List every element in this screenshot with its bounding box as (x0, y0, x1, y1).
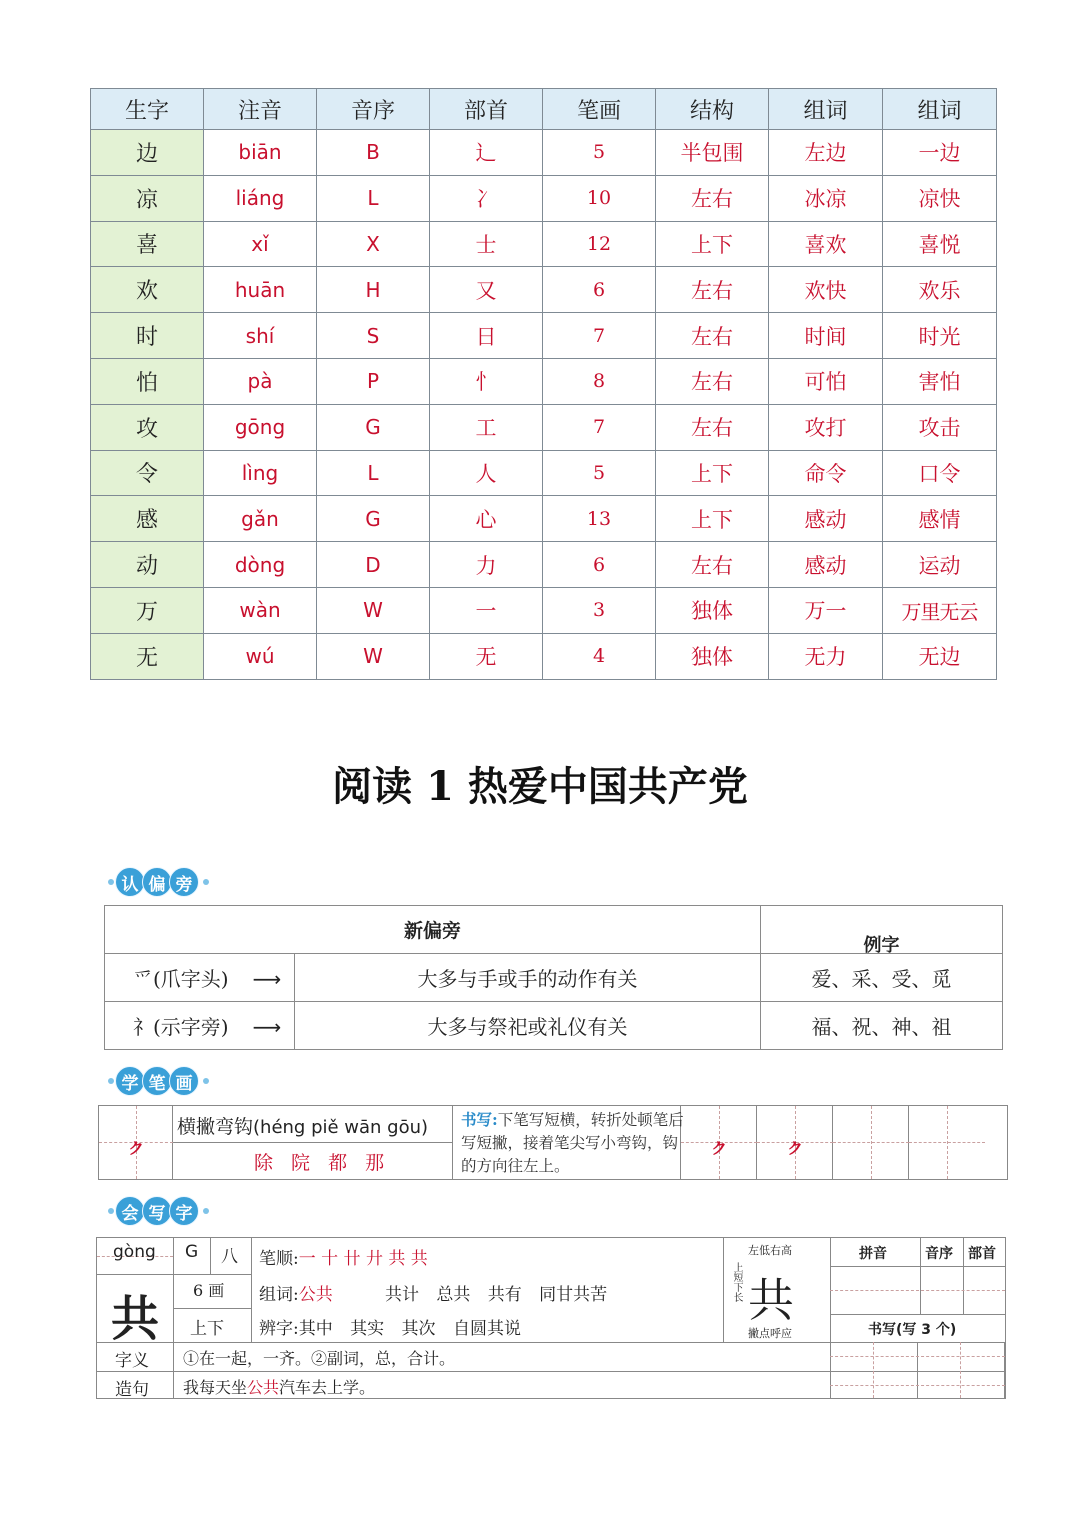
radical-header-examples: 例字 (761, 906, 1003, 954)
word-cell: 攻击 (883, 404, 997, 450)
word-cell: 时光 (883, 313, 997, 359)
radical-cell: 心 (430, 496, 543, 542)
radical-cell: 士 (430, 221, 543, 267)
stroke-count-cell: 6 (543, 267, 656, 313)
divider (723, 1238, 724, 1342)
char-cell: 怕 (91, 358, 204, 404)
stroke-count-cell: 4 (543, 633, 656, 679)
sentence-highlight: 公共 (247, 1378, 280, 1397)
grid-line (909, 1142, 985, 1143)
table-header-row (91, 89, 997, 130)
word-cell: 感动 (769, 496, 883, 542)
word-cell: 万一 (769, 587, 883, 633)
divider (173, 1142, 453, 1143)
stroke-glyph: ㇰ (126, 1134, 146, 1158)
dot-icon (203, 1078, 209, 1084)
word-cell: 攻打 (769, 404, 883, 450)
word-cell: 时间 (769, 313, 883, 359)
structure-cell: 上下 (656, 450, 769, 496)
dot-icon (108, 879, 114, 885)
dot-icon (203, 1208, 209, 1214)
pinyin-cell: shí (204, 313, 317, 359)
structure-cell: 左右 (656, 267, 769, 313)
initial-cell: D (317, 542, 430, 588)
tag-recognize-radical (104, 867, 213, 897)
grid-line (960, 1342, 961, 1398)
structure-cell: 左右 (656, 313, 769, 359)
tag-char: 偏 (142, 867, 172, 897)
pinyin-cell: pà (204, 358, 317, 404)
radical-meaning: 大多与手或手的动作有关 (295, 954, 761, 1002)
section-title: 阅读 1 热爱中国共产党 (332, 763, 748, 810)
word-cell: 欢快 (769, 267, 883, 313)
word-cell: 喜欢 (769, 221, 883, 267)
word-cell: 凉快 (883, 175, 997, 221)
structure-cell: 独体 (656, 633, 769, 679)
divider (173, 1308, 251, 1309)
initial-cell: B (317, 130, 430, 176)
radical-name: 爫(爪字头) (133, 967, 229, 991)
grid-line (873, 1342, 874, 1398)
word-cell: 可怕 (769, 358, 883, 404)
stroke-pinyin: (héng piě wān gōu) (253, 1117, 429, 1138)
table-row (91, 358, 997, 404)
char-cell: 动 (91, 542, 204, 588)
tag-write-character (104, 1196, 213, 1226)
table-row (105, 1002, 1003, 1050)
radical-cell (105, 1002, 295, 1050)
header-cell: 注音 (204, 89, 317, 130)
word-cell: 感情 (883, 496, 997, 542)
char-compare (259, 1314, 521, 1339)
structure-cell: 左右 (656, 542, 769, 588)
stroke-count-cell: 7 (543, 313, 656, 359)
radical-meaning: 大多与祭祀或礼仪有关 (295, 1002, 761, 1050)
write-character-box (96, 1237, 1006, 1399)
divider (210, 1238, 211, 1274)
stroke-name-text: 横撇弯钩 (177, 1116, 254, 1138)
col-pinyin-label: 拼音 (859, 1246, 887, 1262)
initial-cell: S (317, 313, 430, 359)
char-initial: G (185, 1242, 199, 1262)
pinyin-cell: dòng (204, 542, 317, 588)
character-table-body (91, 130, 997, 680)
tag-char: 字 (169, 1196, 199, 1226)
stroke-count-cell: 5 (543, 450, 656, 496)
char-cell: 边 (91, 130, 204, 176)
diagram-side-note: 上短下长 (731, 1262, 742, 1302)
pinyin-cell: lìng (204, 450, 317, 496)
radical-examples: 爱、采、受、觅 (761, 954, 1003, 1002)
diagram-character: 共 (748, 1273, 794, 1327)
grid-line (917, 1342, 918, 1398)
header-cell: 组词 (883, 89, 997, 130)
sentence-text (183, 1375, 375, 1398)
grid-line (830, 1290, 1005, 1291)
word-groups-label: 组词: (259, 1285, 299, 1305)
stroke-order-value: 一 十 卄 廾 共 共 (298, 1249, 428, 1269)
initial-cell: G (317, 496, 430, 542)
structure-cell: 左右 (656, 404, 769, 450)
structure-cell: 半包围 (656, 130, 769, 176)
stroke-practice-box (98, 1105, 1008, 1180)
dot-icon (108, 1078, 114, 1084)
char-cell: 万 (91, 587, 204, 633)
stroke-glyph: ㇰ (709, 1134, 729, 1158)
table-row (91, 267, 997, 313)
header-cell: 音序 (317, 89, 430, 130)
header-cell: 组词 (769, 89, 883, 130)
grid-line (833, 1142, 909, 1143)
stroke-count-cell: 3 (543, 587, 656, 633)
char-cell: 时 (91, 313, 204, 359)
radical-table (104, 905, 1003, 1050)
word-groups-rest: 共计 总共 共有 同甘共苦 (384, 1285, 608, 1305)
char-cell: 无 (91, 633, 204, 679)
tag-char: 画 (169, 1066, 199, 1096)
stroke-glyph: ㇰ (785, 1134, 805, 1158)
initial-cell: G (317, 404, 430, 450)
radical-header-new: 新偏旁 (105, 906, 761, 954)
radical-examples: 福、祝、神、祖 (761, 1002, 1003, 1050)
pinyin-cell: gōng (204, 404, 317, 450)
initial-cell: L (317, 175, 430, 221)
char-structure: 上下 (190, 1319, 224, 1339)
char-cell: 欢 (91, 267, 204, 313)
stroke-count-cell: 10 (543, 175, 656, 221)
big-character: 共 (111, 1291, 160, 1347)
arrow-right-icon: ⟶ (252, 1015, 282, 1039)
table-row (91, 175, 997, 221)
diagram-top-note: 左低右高 (748, 1244, 792, 1257)
divider (251, 1238, 252, 1342)
arrow-right-icon: ⟶ (252, 967, 282, 991)
table-row (91, 130, 997, 176)
char-cell: 凉 (91, 175, 204, 221)
col-radical-label: 部首 (968, 1246, 996, 1262)
tag-char: 笔 (142, 1066, 172, 1096)
table-row (91, 633, 997, 679)
writing-tip (461, 1108, 686, 1178)
word-cell: 口令 (883, 450, 997, 496)
meaning-text: ①在一起，一齐。②副词，总，合计。 (183, 1349, 456, 1368)
meaning-label: 字义 (115, 1351, 149, 1371)
structure-cell: 上下 (656, 221, 769, 267)
diagram-bottom-note: 撇点呼应 (748, 1327, 792, 1340)
radical-cell: 日 (430, 313, 543, 359)
pinyin-cell: biān (204, 130, 317, 176)
write-count-label: 书写(写 3 个) (868, 1322, 957, 1338)
pinyin-cell: liáng (204, 175, 317, 221)
divider (920, 1238, 921, 1314)
structure-cell: 左右 (656, 358, 769, 404)
initial-cell: X (317, 221, 430, 267)
header-cell: 笔画 (543, 89, 656, 130)
tag-char: 旁 (169, 867, 199, 897)
header-cell: 结构 (656, 89, 769, 130)
word-highlight: 公共 (298, 1285, 333, 1305)
structure-cell: 独体 (656, 587, 769, 633)
word-cell: 命令 (769, 450, 883, 496)
radical-cell: 忄 (430, 358, 543, 404)
table-row (91, 221, 997, 267)
tag-char: 学 (115, 1066, 145, 1096)
pinyin-cell: wàn (204, 587, 317, 633)
table-row (91, 496, 997, 542)
initial-cell: W (317, 587, 430, 633)
table-row (91, 450, 997, 496)
initial-cell: L (317, 450, 430, 496)
divider (830, 1314, 1005, 1315)
radical-cell: 工 (430, 404, 543, 450)
word-cell: 左边 (769, 130, 883, 176)
radical-cell: 辶 (430, 130, 543, 176)
dot-icon (108, 1208, 114, 1214)
radical-cell: 人 (430, 450, 543, 496)
stroke-count-cell: 7 (543, 404, 656, 450)
char-cell: 攻 (91, 404, 204, 450)
radical-name: 礻(示字旁) (133, 1015, 229, 1039)
stroke-count-cell: 12 (543, 221, 656, 267)
char-pinyin: gòng (113, 1242, 156, 1262)
col-initial-label: 音序 (925, 1246, 953, 1262)
stroke-example-chars: 除 院 都 那 (254, 1152, 391, 1174)
structure-cell: 左右 (656, 175, 769, 221)
word-groups (259, 1280, 607, 1305)
word-cell: 无边 (883, 633, 997, 679)
word-cell: 冰凉 (769, 175, 883, 221)
stroke-count-cell: 6 (543, 542, 656, 588)
pinyin-cell: xǐ (204, 221, 317, 267)
grid-line (830, 1385, 1005, 1386)
divider (97, 1371, 1005, 1372)
stroke-order (259, 1244, 428, 1269)
radical-cell: 一 (430, 587, 543, 633)
divider (963, 1238, 964, 1314)
radical-cell (105, 954, 295, 1002)
dot-icon (203, 879, 209, 885)
sentence-label: 造句 (115, 1380, 149, 1400)
stroke-count-cell: 8 (543, 358, 656, 404)
tag-char: 会 (115, 1196, 145, 1226)
word-cell: 一边 (883, 130, 997, 176)
stroke-count-cell: 13 (543, 496, 656, 542)
pinyin-cell: huān (204, 267, 317, 313)
tag-char: 写 (142, 1196, 172, 1226)
char-cell: 喜 (91, 221, 204, 267)
structure-cell: 上下 (656, 496, 769, 542)
table-row (91, 313, 997, 359)
radical-cell: 力 (430, 542, 543, 588)
char-cell: 感 (91, 496, 204, 542)
stroke-name (177, 1112, 428, 1139)
divider (830, 1266, 1005, 1267)
table-row (91, 587, 997, 633)
char-strokes: 6 画 (193, 1281, 225, 1300)
pinyin-cell: wú (204, 633, 317, 679)
grid-line (1004, 1342, 1005, 1398)
char-radical: 八 (221, 1247, 238, 1267)
char-compare-value: 其中 其实 其次 自圆其说 (298, 1319, 521, 1339)
word-cell: 万里无云 (883, 587, 997, 633)
initial-cell: W (317, 633, 430, 679)
word-cell: 欢乐 (883, 267, 997, 313)
word-cell: 运动 (883, 542, 997, 588)
tag-char: 认 (115, 867, 145, 897)
word-cell: 感动 (769, 542, 883, 588)
sentence-post: 汽车去上学。 (279, 1378, 376, 1397)
header-cell: 生字 (91, 89, 204, 130)
radical-cell: 冫 (430, 175, 543, 221)
divider (173, 1238, 174, 1398)
initial-cell: P (317, 358, 430, 404)
divider (830, 1238, 831, 1398)
writing-tip-label: 书写: (461, 1110, 498, 1129)
table-row (91, 542, 997, 588)
sentence-pre: 我每天坐 (183, 1378, 248, 1397)
table-row (91, 404, 997, 450)
table-row (105, 954, 1003, 1002)
radical-cell: 又 (430, 267, 543, 313)
radical-cell: 无 (430, 633, 543, 679)
divider (97, 1342, 830, 1343)
radical-table-box (104, 905, 1002, 1050)
word-cell: 喜悦 (883, 221, 997, 267)
stroke-order-label: 笔顺: (259, 1249, 299, 1269)
header-cell: 部首 (430, 89, 543, 130)
pinyin-cell: gǎn (204, 496, 317, 542)
char-cell: 令 (91, 450, 204, 496)
initial-cell: H (317, 267, 430, 313)
writing-tip-text: 下笔写短横，转折处顿笔后写短撇，接着笔尖写小弯钩，钩的方向往左上。 (461, 1111, 684, 1175)
word-cell: 害怕 (883, 358, 997, 404)
divider (97, 1274, 251, 1275)
stroke-count-cell: 5 (543, 130, 656, 176)
character-table (90, 88, 997, 680)
tag-learn-stroke (104, 1066, 213, 1096)
char-compare-label: 辨字: (259, 1319, 299, 1339)
word-cell: 无力 (769, 633, 883, 679)
grid-line (830, 1356, 1005, 1357)
